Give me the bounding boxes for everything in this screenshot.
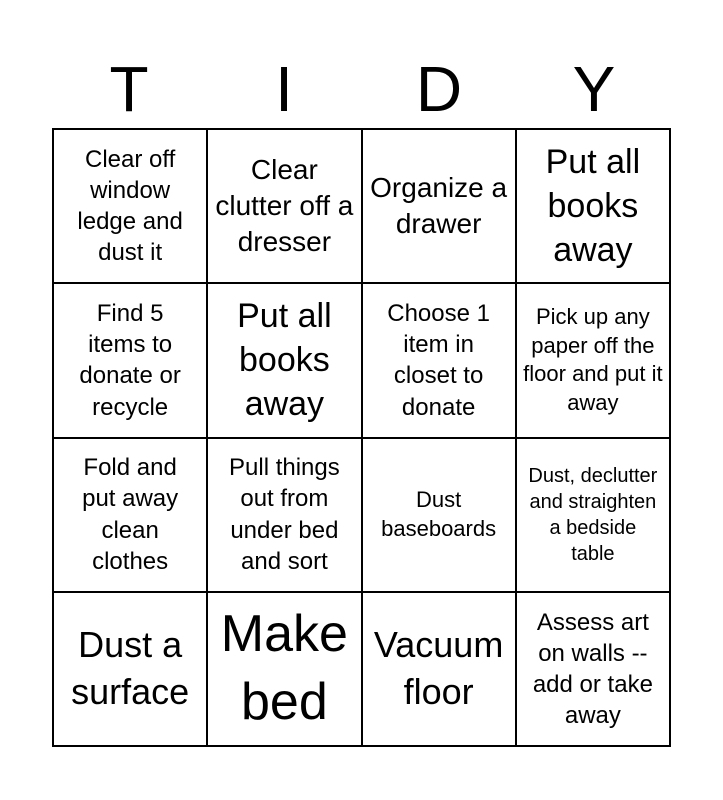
bingo-cell-text: Clear clutter off a dresser [215,153,354,258]
bingo-cell[interactable] [54,130,208,284]
bingo-cell-text: Clear off window ledge and dust it [77,145,183,267]
bingo-cell[interactable] [54,439,208,593]
header-letter-i: I [275,53,293,125]
bingo-cell[interactable] [54,284,208,438]
bingo-cell[interactable] [517,284,671,438]
bingo-cell-text: Put all books away [545,142,641,270]
bingo-cell-text: Fold and put away clean clothes [82,454,179,575]
bingo-cell[interactable] [363,593,517,747]
bingo-board [52,128,671,747]
header-letter-y: Y [572,53,616,125]
bingo-cell[interactable] [363,439,517,593]
bingo-header [52,52,671,126]
bingo-cell-text: Make bed [220,605,348,731]
bingo-cell[interactable] [517,439,671,593]
bingo-cell-text: Dust, declutter and straighten a bedside table [528,464,658,565]
bingo-cell[interactable] [517,130,671,284]
bingo-cell-text: Put all books away [237,297,332,424]
bingo-cell[interactable] [208,284,362,438]
bingo-cell[interactable] [54,593,208,747]
bingo-cell-text: Dust a surface [71,624,190,712]
bingo-cell-text: Organize a drawer [370,171,508,240]
bingo-cell[interactable] [208,593,362,747]
bingo-cell[interactable] [363,284,517,438]
bingo-cell[interactable] [208,130,362,284]
bingo-cell[interactable] [363,130,517,284]
bingo-cell-text: Choose 1 item in closet to donate [387,300,490,421]
bingo-cell[interactable] [517,593,671,747]
bingo-cell-text: Vacuum floor [373,624,504,712]
bingo-cell[interactable] [208,439,362,593]
bingo-cell-text: Pull things out from under bed and sort [229,454,340,575]
header-letter-d: D [415,53,463,125]
bingo-cell-text: Find 5 items to donate or recycle [79,300,181,421]
bingo-cell-text: Assess art on walls -- add or take away [532,608,653,730]
header-letter-t: T [109,53,149,125]
bingo-cell-text: Pick up any paper off the floor and put it away [523,304,663,415]
bingo-cell-text: Dust baseboards [381,487,497,541]
